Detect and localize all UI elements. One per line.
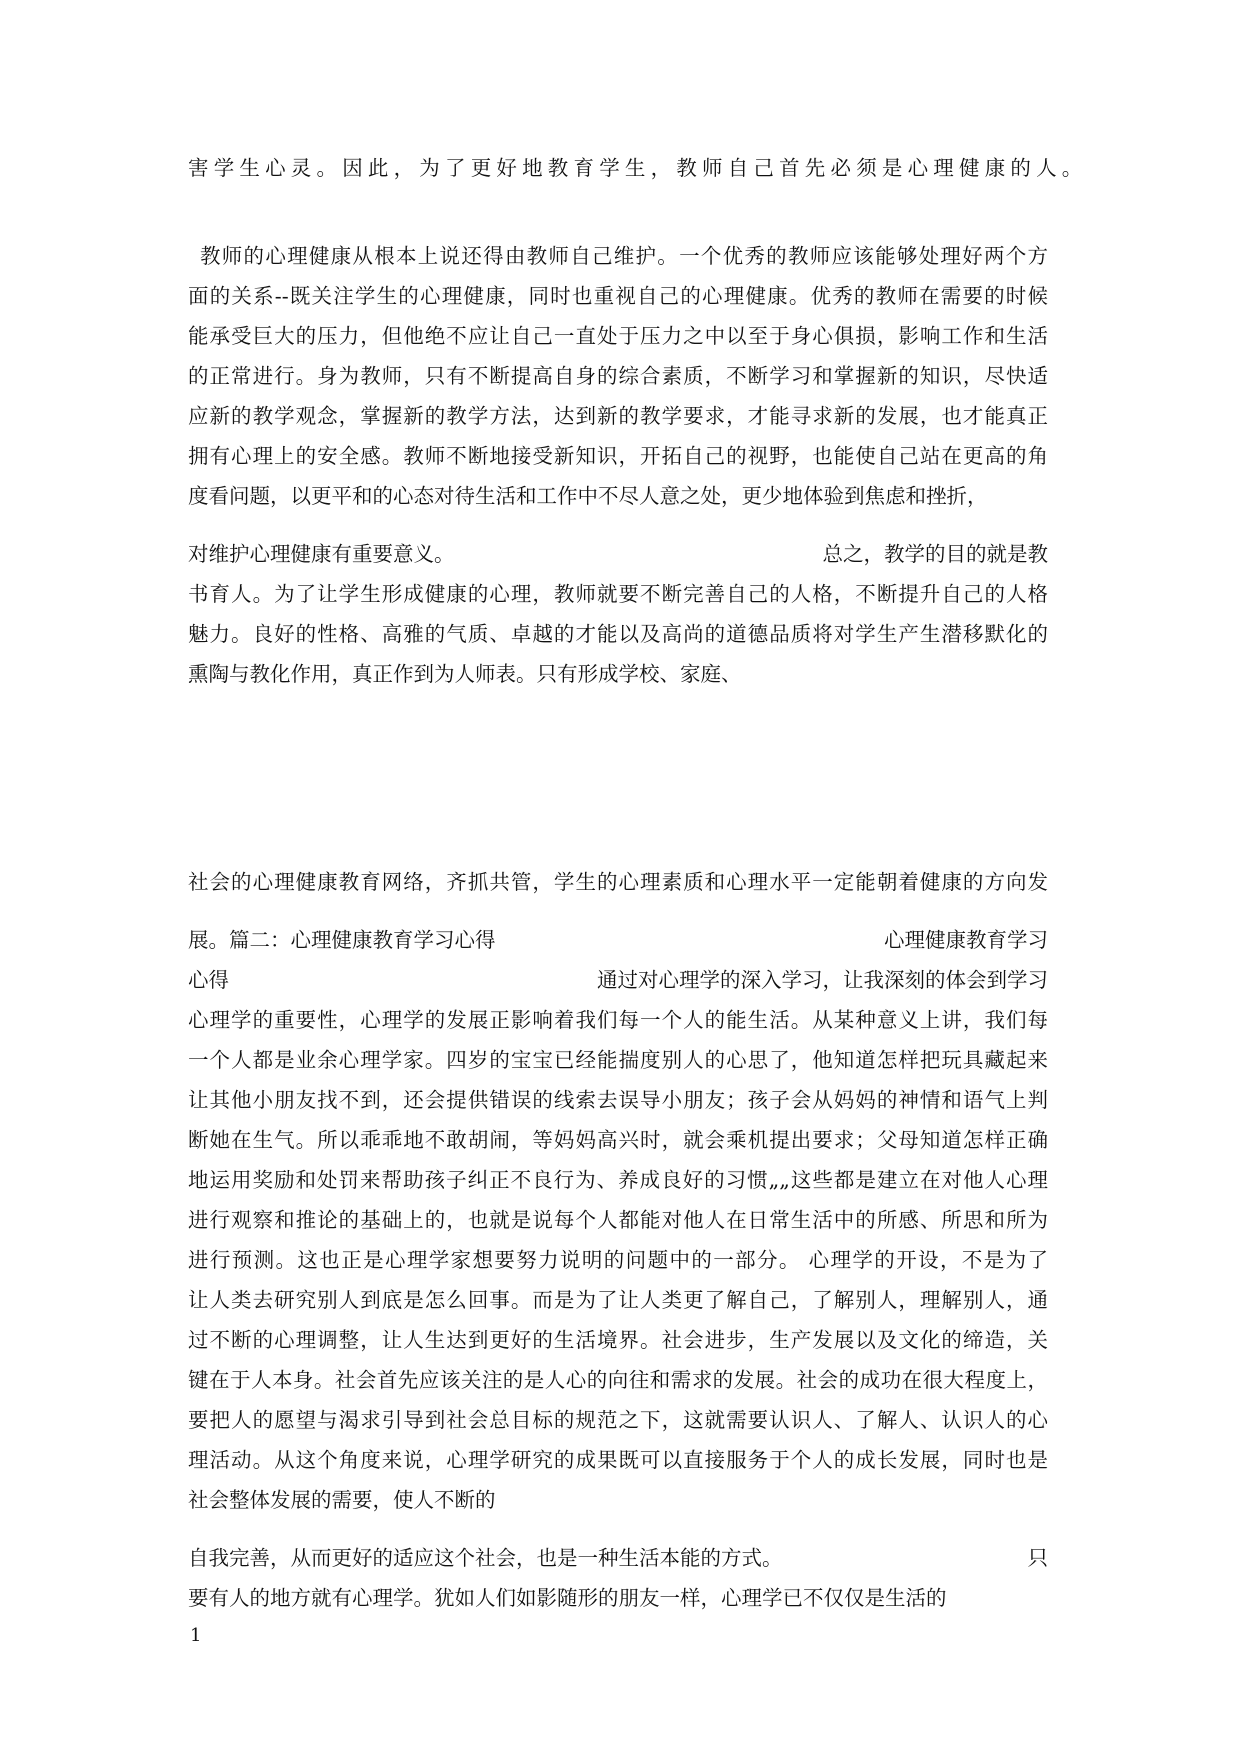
text-line: 书育人。为了让学生形成健康的心理，教师就要不断完善自己的人格，不断提升自己的人格 [188,582,1048,606]
text-segment-right: 通过对心理学的深入学习，让我深刻的体会到学习 [597,968,1048,992]
text-line: 一个人都是业余心理学家。四岁的宝宝已经能揣度别人的心思了，他知道怎样把玩具藏起来 [188,1048,1048,1072]
text-line: 熏陶与教化作用，真正作到为人师表。只有形成学校、家庭、 [188,662,742,686]
text-line: 理活动。从这个角度来说，心理学研究的成果既可以直接服务于个人的成长发展，同时也是 [188,1448,1048,1472]
text-line-split [188,1538,1048,1578]
text-line: 能承受巨大的压力，但他绝不应让自己一直处于压力之中以至于身心俱损，影响工作和生活 [188,324,1048,348]
text-line-split [188,960,1048,1000]
text-line: 心理学的重要性，心理学的发展正影响着我们每一个人的能生活。从某种意义上讲，我们每 [188,1008,1048,1032]
text-line: 面的关系--既关注学生的心理健康，同时也重视自己的心理健康。优秀的教师在需要的时候 [188,284,1048,308]
text-line: 魅力。良好的性格、高雅的气质、卓越的才能以及高尚的道德品质将对学生产生潜移默化的 [188,622,1048,646]
page-number: 1 [190,1625,202,1646]
text-line: 社会的心理健康教育网络，齐抓共管，学生的心理素质和心理水平一定能朝着健康的方向发 [188,870,1048,894]
text-line: 的正常进行。身为教师，只有不断提高自身的综合素质，不断学习和掌握新的知识，尽快适 [188,364,1048,388]
text-line: 拥有心理上的安全感。教师不断地接受新知识，开拓自己的视野，也能使自己站在更高的角 [188,444,1048,468]
text-line: 度看问题，以更平和的心态对待生活和工作中不尽人意之处，更少地体验到焦虑和挫折， [188,484,988,508]
text-line: 进行观察和推论的基础上的，也就是说每个人都能对他人在日常生活中的所感、所思和所为 [188,1208,1048,1232]
text-segment-left: 展。篇二：心理健康教育学习心得 [188,928,496,952]
text-segment-left: 心得 [188,968,229,992]
text-segment-left: 自我完善，从而更好的适应这个社会，也是一种生活本能的方式。 [188,1546,783,1570]
text-line: 地运用奖励和处罚来帮助孩子纠正不良行为、养成良好的习惯„„这些都是建立在对他人心理 [188,1168,1048,1192]
text-segment-left: 对维护心理健康有重要意义。 [188,542,455,566]
text-line: 键在于人本身。社会首先应该关注的是人心的向往和需求的发展。社会的成功在很大程度上， [188,1368,1048,1392]
text-line: 害学生心灵。因此，为了更好地教育学生，教师自己首先必须是心理健康的人。 [188,156,1088,180]
text-line: 社会整体发展的需要，使人不断的 [188,1488,496,1512]
text-line: 应新的教学观念，掌握新的教学方法，达到新的教学要求，才能寻求新的发展，也才能真正 [188,404,1048,428]
paragraph-first-line: 教师的心理健康从根本上说还得由教师自己维护。一个优秀的教师应该能够处理好两个方 [200,244,1048,268]
text-segment-right: 心理健康教育学习 [884,928,1048,952]
text-line-split [188,534,1048,574]
text-line: 进行预测。这也正是心理学家想要努力说明的问题中的一部分。 心理学的开设，不是为了 [188,1248,1048,1272]
text-line: 让其他小朋友找不到，还会提供错误的线索去误导小朋友；孩子会从妈妈的神情和语气上判 [188,1088,1048,1112]
text-line-split [188,920,1048,960]
text-line: 过不断的心理调整，让人生达到更好的生活境界。社会进步，生产发展以及文化的缔造，关 [188,1328,1048,1352]
text-line: 要有人的地方就有心理学。犹如人们如影随形的朋友一样，心理学已不仅仅是生活的 [188,1586,947,1610]
text-line: 断她在生气。所以乖乖地不敢胡闹，等妈妈高兴时，就会乘机提出要求；父母知道怎样正确 [188,1128,1048,1152]
text-line: 要把人的愿望与渴求引导到社会总目标的规范之下，这就需要认识人、了解人、认识人的心 [188,1408,1048,1432]
text-line: 让人类去研究别人到底是怎么回事。而是为了让人类更了解自己，了解别人，理解别人，通 [188,1288,1048,1312]
text-segment-right: 只 [1027,1546,1048,1570]
text-segment-right: 总之，教学的目的就是教 [822,542,1048,566]
